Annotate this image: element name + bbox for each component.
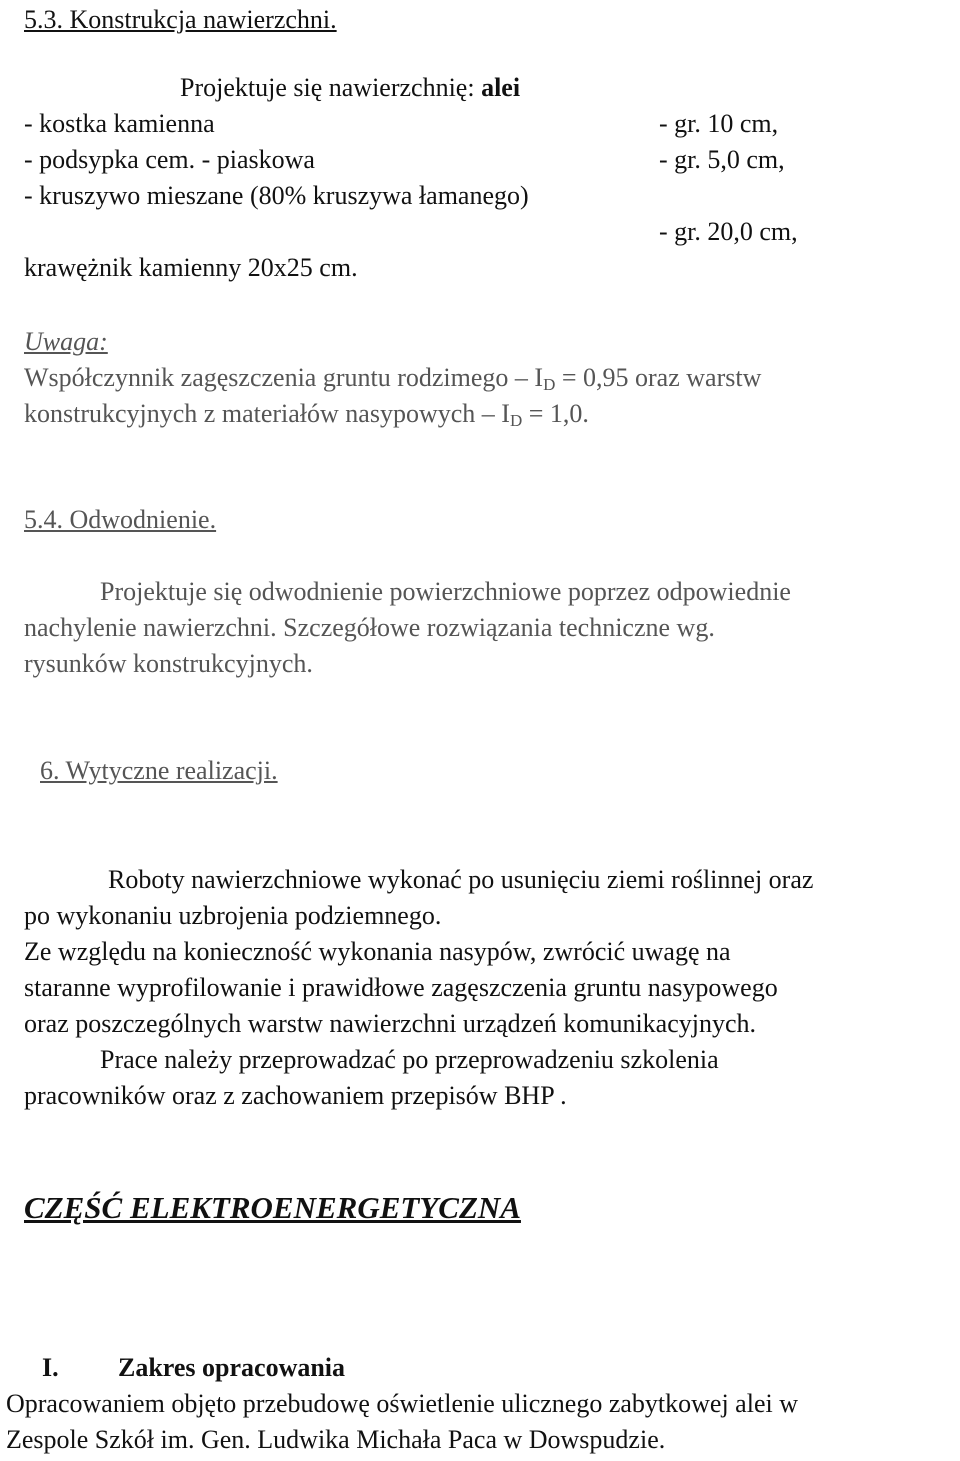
section-title-5-4: 5.4. Odwodnienie. (24, 505, 217, 534)
layer-name: - podsypka cem. - piaskowa (24, 145, 315, 174)
section-title-5-3: 5.3. Konstrukcja nawierzchni. (24, 5, 337, 34)
guidelines-line-5: oraz poszczególnych warstw nawierzchni urządzeń komunikacyjnych. (24, 1009, 757, 1038)
note-line-1-sub: D (543, 375, 556, 394)
scope-line-2: Zespole Szkół im. Gen. Ludwika Michała Paca w Dowspudzie. (6, 1425, 666, 1454)
layer-name: - kruszywo mieszane (80% kruszywa łamanego) (24, 181, 529, 210)
curb-text: krawężnik kamienny 20x25 cm. (24, 253, 358, 282)
surface-intro-text: Projektuje się nawierzchnię: (180, 73, 482, 102)
guidelines-line-6: Prace należy przeprowadzać po przeprowadzeniu szkolenia (100, 1045, 719, 1074)
layer-thickness: - gr. 20,0 cm, (659, 217, 798, 246)
note-line-1 (24, 362, 761, 394)
note-line-2-sub: D (509, 411, 523, 430)
note-line-1-a: Współczynnik zagęszczenia gruntu rodzimego – I (24, 363, 544, 392)
drainage-line-2: nachylenie nawierzchni. Szczegółowe rozwiązania techniczne wg. (24, 613, 715, 642)
section-title-6: 6. Wytyczne realizacji. (40, 756, 278, 785)
guidelines-line-3: Ze względu na konieczność wykonania nasypów, zwrócić uwagę na (24, 937, 731, 966)
note-line-2 (24, 398, 589, 430)
subsection-number: I. (42, 1353, 59, 1382)
electrical-heading: CZĘŚĆ ELEKTROENERGETYCZNA (24, 1190, 521, 1225)
drainage-line-1: Projektuje się odwodnienie powierzchniowe poprzez odpowiednie (100, 577, 791, 606)
layer-thickness: - gr. 5,0 cm, (659, 145, 785, 174)
guidelines-line-7: pracowników oraz z zachowaniem przepisów BHP . (24, 1081, 567, 1110)
note-line-2-b: = 1,0. (522, 399, 589, 428)
layer-name: - kostka kamienna (24, 109, 215, 138)
drainage-line-3: rysunków konstrukcyjnych. (24, 649, 313, 678)
layer-thickness: - gr. 10 cm, (659, 109, 779, 138)
note-label: Uwaga: (24, 327, 108, 356)
surface-intro (180, 72, 520, 104)
subsection-title: Zakres opracowania (118, 1353, 346, 1382)
scope-line-1: Opracowaniem objęto przebudowę oświetlenie ulicznego zabytkowej alei w (6, 1389, 798, 1418)
guidelines-line-2: po wykonaniu uzbrojenia podziemnego. (24, 901, 442, 930)
note-line-1-b: = 0,95 oraz warstw (555, 363, 762, 392)
note-line-2-a: konstrukcyjnych z materiałów nasypowych – I (24, 399, 510, 428)
surface-intro-bold: alei (481, 73, 521, 102)
guidelines-line-1: Roboty nawierzchniowe wykonać po usunięciu ziemi roślinnej oraz (108, 865, 814, 894)
guidelines-line-4: staranne wyprofilowanie i prawidłowe zagęszczenia gruntu nasypowego (24, 973, 778, 1002)
